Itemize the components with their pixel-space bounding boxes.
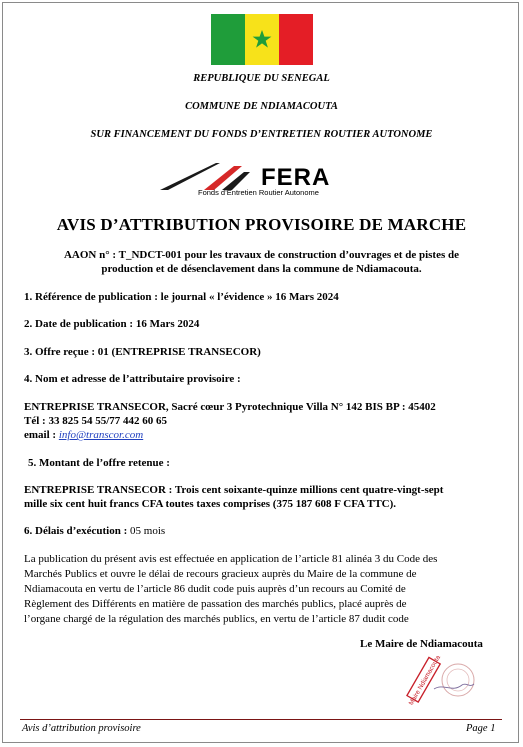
signature-title: Le Maire de Ndiamacouta [360,638,483,650]
republic-heading: REPUBLIQUE DU SENEGAL [193,73,330,84]
footer-left: Avis d’attribution provisoire [22,723,141,734]
aaon-line-2: production et de désenclavement dans la commune de Ndiamacouta. [101,263,422,275]
legal-line-1: La publication du présent avis est effectuée en application de l’article 81 alinéa 3 du Code des [24,553,438,565]
delay-value: 05 mois [130,525,166,537]
email-label: email : [24,429,59,441]
fera-logo [158,160,368,198]
delay-label: 6. Délais d’exécution : [24,525,131,537]
legal-line-2: Marchés Publics et ouvre le délai de recours gracieux auprès du Maire de la commune de [24,568,417,580]
amount-line-1: ENTREPRISE TRANSECOR : Trois cent soixante-quinze millions cent quatre-vingt-sept [24,484,444,496]
footer-page-number: Page 1 [466,723,496,734]
legal-line-3: Ndiamacouta en vertu de l’article 86 dudit code puis auprès d’un recours au Comité de [24,583,406,595]
legal-paragraph [24,552,502,627]
stamp-icon [404,655,478,705]
stamp-text: Maire Ndiamacouta [407,655,442,705]
amount-heading: 5. Montant de l’offre retenue : [28,457,170,469]
attributaire-address: ENTREPRISE TRANSECOR, Sacré cœur 3 Pyrotechnique Villa N° 142 BIS BP : 45402 [24,401,436,413]
commune-heading: COMMUNE DE NDIAMACOUTA [185,101,338,112]
publication-reference: 1. Référence de publication : le journal « l’évidence » 16 Mars 2024 [24,291,339,303]
senegal-flag [211,14,313,65]
attributaire-phone: Tél : 33 825 54 55/77 442 60 65 [24,415,167,427]
email-link[interactable]: info@transcor.com [58,429,144,441]
offers-received: 3. Offre reçue : 01 (ENTREPRISE TRANSECOR) [24,346,261,358]
star-icon [252,29,272,49]
page-title: AVIS D’ATTRIBUTION PROVISOIRE DE MARCHE [56,215,467,234]
official-stamp [404,655,478,705]
financing-heading: SUR FINANCEMENT DU FONDS D’ENTRETIEN ROUTIER AUTONOME [90,129,433,140]
legal-line-4: Règlement des Différents en matière de passation des marchés publics, placé auprès de [24,598,407,610]
amount-line-2: mille six cent huit francs CFA toutes taxes comprises (375 187 608 F CFA TTC). [24,498,397,510]
publication-date: 2. Date de publication : 16 Mars 2024 [24,318,200,330]
attributaire-email-line [24,429,143,441]
aaon-line-1: AAON n° : T_NDCT-001 pour les travaux de construction d’ouvrages et de pistes de [63,249,459,261]
attributaire-heading: 4. Nom et adresse de l’attributaire provisoire : [24,373,241,385]
footer-divider [20,719,502,720]
fera-logo-name: FERA [261,164,331,191]
delay-line [24,525,165,537]
fera-logo-tagline: Fonds d’Entretien Routier Autonome [198,188,319,197]
legal-line-5: l’organe chargé de la régulation des marchés publics, en vertu de l’article 87 dudit code [24,613,409,625]
